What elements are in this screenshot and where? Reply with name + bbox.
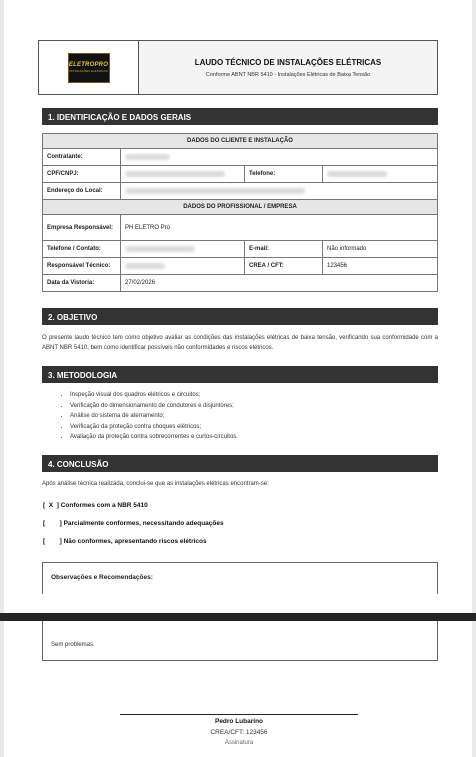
signer-crea: CREA/CFT: 123456 xyxy=(210,729,268,736)
client-data-heading: DADOS DO CLIENTE E INSTALAÇÃO xyxy=(43,134,438,149)
cpf-label: CPF/CNPJ: xyxy=(43,166,121,183)
contratante-value xyxy=(121,149,438,166)
logo-cell xyxy=(39,41,139,94)
identification-table xyxy=(42,133,438,292)
list-item: • Verificação da proteção contra choques elétricos; xyxy=(70,422,238,433)
option-nao-conforme: [ ] Não conformes, apresentando riscos elétricos xyxy=(43,538,207,545)
data-vistoria-value: 27/02/2026 xyxy=(121,275,438,292)
list-item: • Análise do sistema de aterramento; xyxy=(70,411,238,422)
responsavel-label: Responsável Técnico: xyxy=(43,258,121,275)
empresa-value: PH ELETRO Pro xyxy=(121,215,438,241)
page-break xyxy=(0,613,476,621)
observations-text: Sem problemas. xyxy=(51,642,95,648)
conclusion-intro: Após análise técnica realizada, conclui-se que as instalações elétricas encontram-se: xyxy=(42,481,269,487)
responsavel-value xyxy=(121,258,245,275)
list-item: • Inspeção visual dos quadros elétricos e circuitos; xyxy=(70,390,238,401)
section-4-header: 4. CONCLUSÃO xyxy=(42,455,438,472)
title-cell xyxy=(139,41,437,94)
empresa-label: Empresa Responsável: xyxy=(43,215,121,241)
redacted-value xyxy=(125,263,165,269)
redacted-value xyxy=(327,171,387,177)
crea-value: 123456 xyxy=(323,258,438,275)
crea-label: CREA / CFT: xyxy=(245,258,323,275)
cpf-value xyxy=(121,166,245,183)
methodology-list xyxy=(70,390,238,443)
list-item: • Verificação do dimensionamento de condutores e disjuntores; xyxy=(70,401,238,412)
redacted-value xyxy=(125,188,305,194)
telefone-label: Telefone: xyxy=(245,166,323,183)
endereco-value xyxy=(121,183,438,200)
telefone-contato-label: Telefone / Contato: xyxy=(43,241,121,258)
report-subtitle: Conforme ABNT NBR 5410 - Instalações Elétricas de Baixa Tensão xyxy=(205,71,371,78)
redacted-value xyxy=(125,154,170,160)
list-item: • Avaliação da proteção contra sobrecorrentes e curtos-circuitos. xyxy=(70,432,238,443)
telefone-value xyxy=(323,166,438,183)
redacted-value xyxy=(125,171,225,177)
company-logo xyxy=(68,53,110,83)
option-parcial: [ ] Parcialmente conformes, necessitando adequações xyxy=(43,520,224,527)
email-label: E-mail: xyxy=(245,241,323,258)
signature-line xyxy=(120,714,358,715)
observations-label: Observações e Recomendações: xyxy=(51,574,153,581)
report-title: LAUDO TÉCNICO DE INSTALAÇÕES ELÉTRICAS xyxy=(194,57,382,67)
section-2-header: 2. OBJETIVO xyxy=(42,308,438,325)
objective-text: O presente laudo técnico tem como objetivo avaliar as condições das instalações elétricas de baixa tensão, verificando sua conformidade com a ABNT NBR 5410, bem como identificar possíveis não conformidades e riscos elétricos. xyxy=(42,335,438,351)
section-3-header: 3. METODOLOGIA xyxy=(42,366,438,383)
section-1-header: 1. IDENTIFICAÇÃO E DADOS GERAIS xyxy=(42,108,438,125)
contratante-label: Contratante: xyxy=(43,149,121,166)
endereco-label: Endereço do Local: xyxy=(43,183,121,200)
observations-continued xyxy=(42,621,438,661)
signer-name: Pedro Lubarino xyxy=(214,718,264,725)
report-header xyxy=(38,40,438,95)
page-margin-right xyxy=(472,0,476,757)
logo-text: ELETROPRO xyxy=(68,62,109,68)
observations-box xyxy=(42,562,438,594)
email-value: Não informado xyxy=(323,241,438,258)
signature-caption: Assinatura xyxy=(224,740,254,746)
data-vistoria-label: Data da Vistoria: xyxy=(43,275,121,292)
option-conforme: [ X ] Conformes com a NBR 5410 xyxy=(43,502,148,509)
professional-data-heading: DADOS DO PROFISSIONAL / EMPRESA xyxy=(43,200,438,215)
logo-subtext: INSTALAÇÕES ELÉTRICAS xyxy=(69,69,108,73)
telefone-contato-value xyxy=(121,241,245,258)
redacted-value xyxy=(125,246,195,252)
